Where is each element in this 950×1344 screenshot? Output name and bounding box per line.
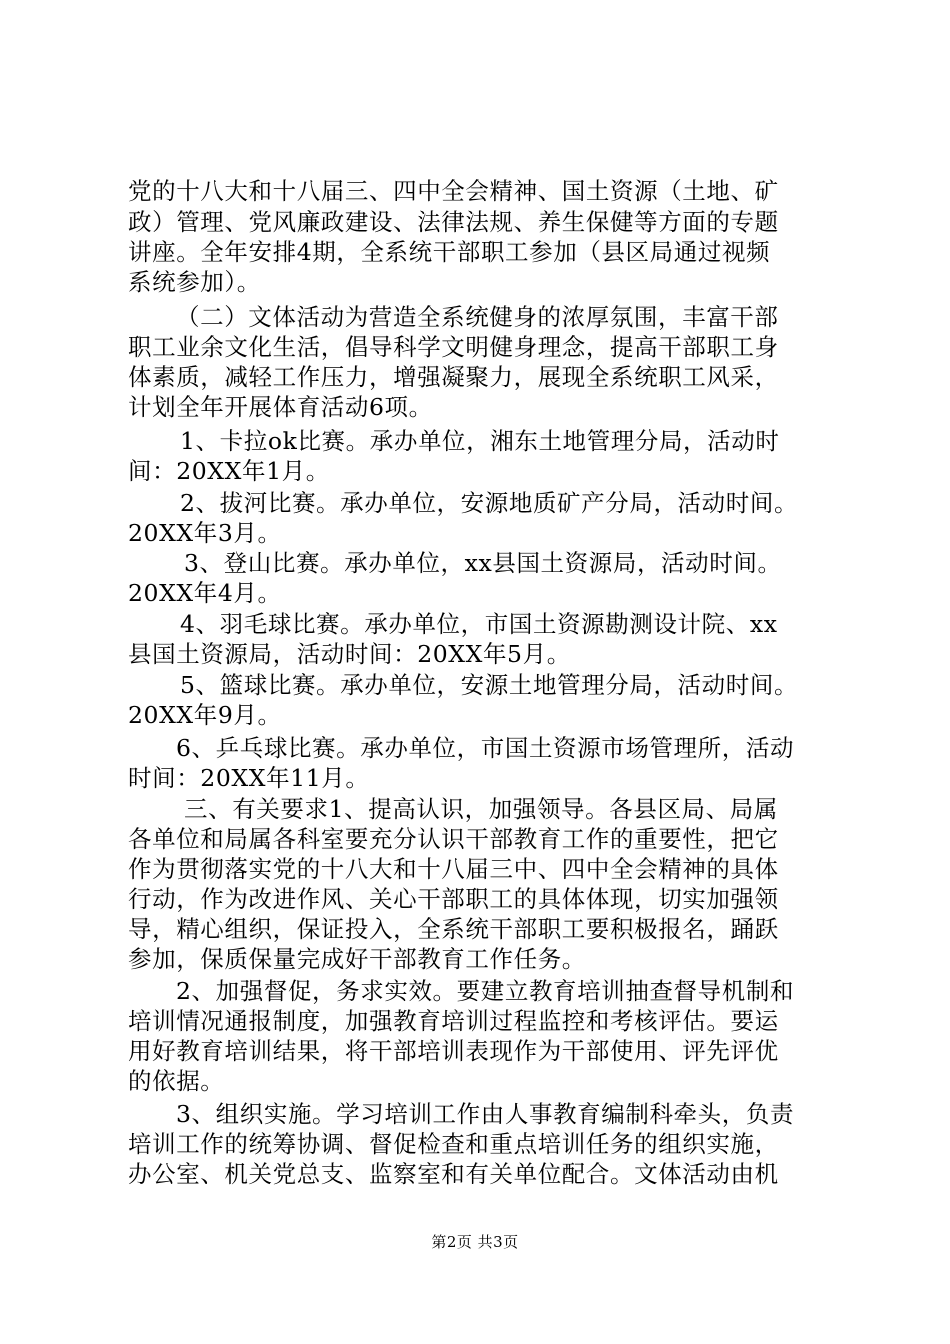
text-line: 作为贯彻落实党的十八大和十八届三中、四中全会精神的具体 bbox=[128, 855, 779, 883]
text-line: 培训情况通报制度，加强教育培训过程监控和考核评估。要运 bbox=[128, 1007, 779, 1035]
text-line: 2、加强督促，务求实效。要建立教育培训抽查督导机制和 bbox=[176, 977, 795, 1005]
text-line: 县国土资源局，活动时间：20XX年5月。 bbox=[128, 640, 571, 668]
text-line: 6、乒乓球比赛。承办单位，市国土资源市场管理所，活动 bbox=[176, 734, 795, 762]
page-number-footer: 第2页 共3页 bbox=[431, 1233, 519, 1251]
text-line: 导，精心组织，保证投入，全系统干部职工要积极报名，踊跃 bbox=[128, 915, 779, 943]
text-line: 各单位和局属各科室要充分认识干部教育工作的重要性，把它 bbox=[128, 825, 779, 853]
text-line: 三、有关要求1、提高认识，加强领导。各县区局、局属 bbox=[184, 795, 778, 823]
text-line: 2、拔河比赛。承办单位，安源地质矿产分局，活动时间。 bbox=[180, 489, 799, 517]
text-line: 参加，保质保量完成好干部教育工作任务。 bbox=[128, 945, 586, 973]
text-line: （二）文体活动为营造全系统健身的浓厚氛围，丰富干部 bbox=[176, 303, 779, 331]
text-line: 20XX年3月。 bbox=[128, 519, 282, 547]
text-line: 政）管理、党风廉政建设、法律法规、养生保健等方面的专题 bbox=[128, 208, 779, 236]
text-line: 1、卡拉ok比赛。承办单位，湘东土地管理分局，活动时 bbox=[180, 427, 780, 455]
text-line: 4、羽毛球比赛。承办单位，市国土资源勘测设计院、xx bbox=[180, 610, 778, 638]
text-line: 办公室、机关党总支、监察室和有关单位配合。文体活动由机 bbox=[128, 1160, 779, 1188]
text-line: 的依据。 bbox=[128, 1067, 225, 1095]
text-line: 体素质，减轻工作压力，增强凝聚力，展现全系统职工风采， bbox=[128, 363, 779, 391]
text-line: 间：20XX年1月。 bbox=[128, 457, 330, 485]
text-line: 培训工作的统筹协调、督促检查和重点培训任务的组织实施， bbox=[128, 1130, 779, 1158]
text-line: 行动，作为改进作风、关心干部职工的具体体现，切实加强领 bbox=[128, 885, 779, 913]
text-line: 讲座。全年安排4期，全系统干部职工参加（县区局通过视频 bbox=[128, 238, 771, 266]
text-line: 20XX年4月。 bbox=[128, 579, 282, 607]
text-line: 用好教育培训结果，将干部培训表现作为干部使用、评先评优 bbox=[128, 1037, 779, 1065]
text-line: 党的十八大和十八届三、四中全会精神、国土资源（土地、矿 bbox=[128, 177, 779, 205]
text-line: 职工业余文化生活，倡导科学文明健身理念，提高干部职工身 bbox=[128, 333, 779, 361]
text-line: 时间：20XX年11月。 bbox=[128, 764, 370, 792]
text-line: 3、登山比赛。承办单位，xx县国土资源局，活动时间。 bbox=[184, 549, 782, 577]
text-line: 3、组织实施。学习培训工作由人事教育编制科牵头，负责 bbox=[176, 1100, 795, 1128]
text-line: 计划全年开展体育活动6项。 bbox=[128, 393, 433, 421]
text-line: 5、篮球比赛。承办单位，安源土地管理分局，活动时间。 bbox=[180, 671, 799, 699]
text-line: 20XX年9月。 bbox=[128, 701, 282, 729]
text-line: 系统参加）。 bbox=[128, 268, 261, 296]
